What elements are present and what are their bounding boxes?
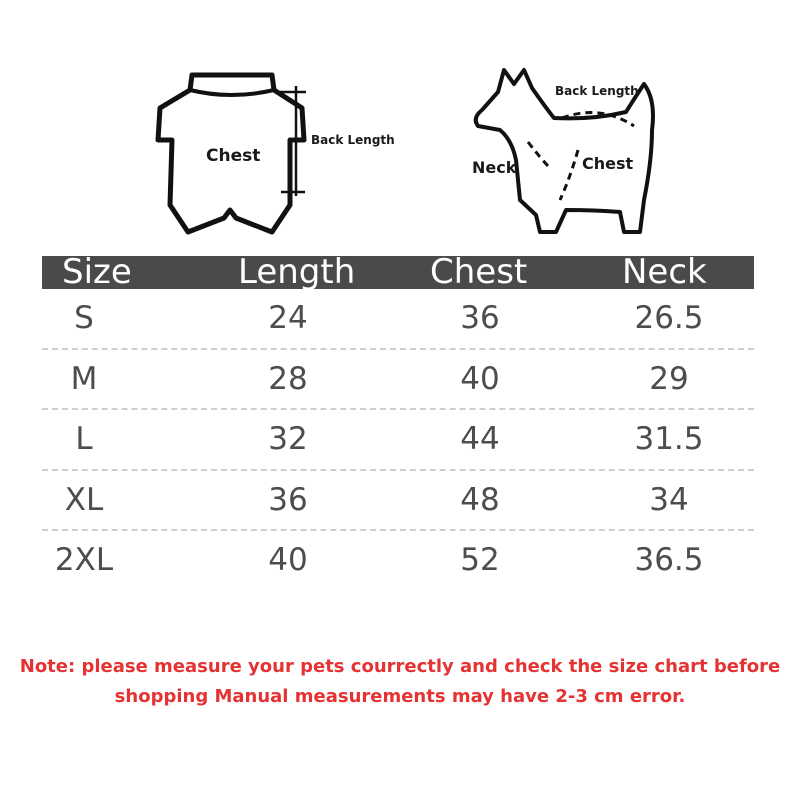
cell-neck: 31.5 bbox=[634, 421, 704, 457]
cell-size: L bbox=[75, 421, 93, 457]
cell-size: M bbox=[70, 360, 98, 397]
dog-chest-label: Chest bbox=[582, 154, 634, 173]
cell-length: 28 bbox=[268, 360, 308, 397]
cell-size: 2XL bbox=[54, 542, 114, 578]
cell-length: 24 bbox=[268, 300, 308, 336]
size-table bbox=[42, 252, 754, 590]
table-header bbox=[42, 252, 754, 292]
cell-neck: 36.5 bbox=[634, 542, 704, 578]
diagram-drawings bbox=[0, 0, 800, 250]
cell-neck: 26.5 bbox=[634, 300, 704, 336]
header-chest: Chest bbox=[430, 252, 528, 292]
table-row bbox=[42, 471, 754, 532]
dog-back-length-label: Back Length bbox=[555, 84, 639, 98]
cell-length: 36 bbox=[268, 481, 308, 518]
header-length: Length bbox=[238, 252, 356, 292]
table-row bbox=[42, 350, 754, 411]
measurement-note bbox=[0, 652, 800, 712]
table-row bbox=[42, 410, 754, 471]
note-line-2: shopping Manual measurements may have 2-3 cm error. bbox=[114, 686, 686, 707]
cell-chest: 52 bbox=[460, 542, 500, 578]
cell-length: 40 bbox=[268, 542, 308, 578]
note-line-1: Note: please measure your pets courrectly and check the size chart before bbox=[19, 656, 781, 677]
cell-chest: 40 bbox=[460, 360, 500, 397]
cell-chest: 44 bbox=[460, 421, 500, 457]
cell-chest: 48 bbox=[460, 481, 500, 518]
measurement-diagrams bbox=[0, 0, 800, 250]
cell-neck: 34 bbox=[649, 481, 689, 518]
table-row bbox=[42, 531, 754, 590]
clothing-chest-label: Chest bbox=[206, 146, 261, 166]
cell-size: XL bbox=[64, 481, 104, 518]
table-row bbox=[42, 289, 754, 350]
cell-size: S bbox=[74, 300, 94, 336]
cell-neck: 29 bbox=[649, 360, 689, 397]
header-neck: Neck bbox=[622, 252, 707, 292]
header-size: Size bbox=[62, 252, 132, 292]
dog-neck-label: Neck bbox=[472, 158, 517, 177]
cell-chest: 36 bbox=[460, 300, 500, 336]
cell-length: 32 bbox=[268, 421, 308, 457]
clothing-back-length-label: Back Length bbox=[311, 133, 395, 147]
